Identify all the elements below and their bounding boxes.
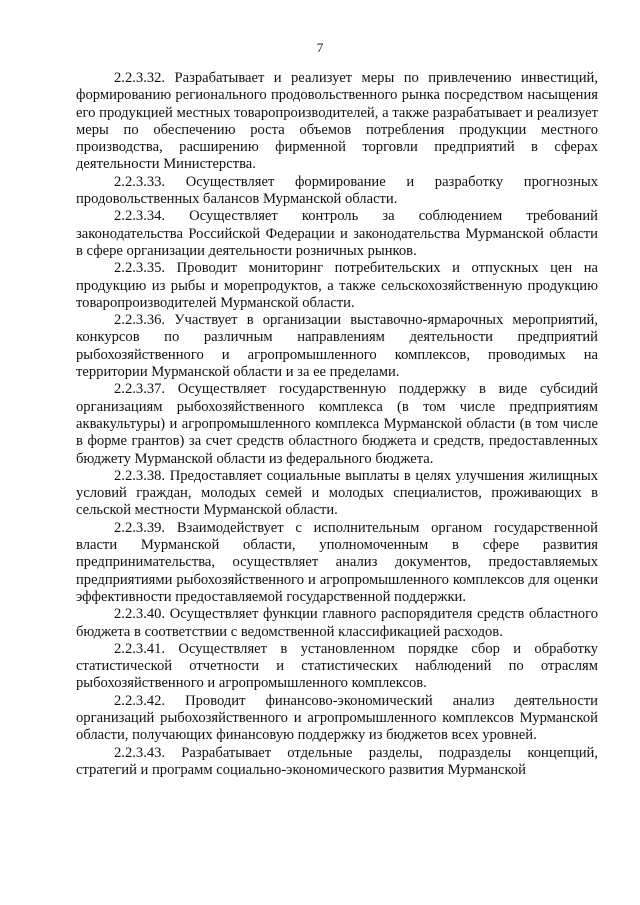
page-number: 7 xyxy=(316,40,324,55)
paragraph-2-2-3-32: 2.2.3.32. Разрабатывает и реализует меры по привлечению инвестиций, формированию регионального продовольственного рынка посредством насыщения его продукцией местных товаропроизводителей, а также разрабатывает и реализует меры по обеспечению роста объемов потребления продукции местного производства, расширению фирменной торговли предприятий в сферах деятельности Министерства. xyxy=(76,70,598,173)
paragraph-2-2-3-34: 2.2.3.34. Осуществляет контроль за соблюдением требований законодательства Российской Федерации и законодательства Мурманской области в сфере организации деятельности розничных рынков. xyxy=(76,208,598,259)
paragraph-2-2-3-37: 2.2.3.37. Осуществляет государственную поддержку в виде субсидий организациям рыбохозяйственного комплекса (в том числе предприятиям аквакультуры) и агропромышленного комплекса Мурманской области (в том числе в форме грантов) за счет средств областного бюджета и средств, предоставленных бюджету Мурманской области из федерального бюджета. xyxy=(76,381,598,467)
document-body xyxy=(76,70,598,779)
paragraph-2-2-3-40: 2.2.3.40. Осуществляет функции главного распорядителя средств областного бюджета в соответствии с ведомственной классификацией расходов. xyxy=(76,606,598,640)
paragraph-2-2-3-36: 2.2.3.36. Участвует в организации выставочно-ярмарочных мероприятий, конкурсов по различным направлениям деятельности предприятий рыбохозяйственного и агропромышленного комплексов, проводимых на территории Мурманской области и за ее пределами. xyxy=(76,312,598,381)
paragraph-2-2-3-41: 2.2.3.41. Осуществляет в установленном порядке сбор и обработку статистической отчетности и статистических наблюдений по отраслям рыбохозяйственного и агропромышленного комплексов. xyxy=(76,640,598,692)
paragraph-2-2-3-33: 2.2.3.33. Осуществляет формирование и разработку прогнозных продовольственных балансов Мурманской области. xyxy=(76,173,598,208)
paragraph-2-2-3-39: 2.2.3.39. Взаимодействует с исполнительным органом государственной власти Мурманской области, уполномоченным в сфере развития предпринимательства, осуществляет анализ документов, предоставляемых предприятиями рыбохозяйственного и агропромышленного комплексов для оценки эффективности предоставляемой государственной поддержки. xyxy=(76,519,598,605)
paragraph-2-2-3-43: 2.2.3.43. Разрабатывает отдельные разделы, подразделы концепций, стратегий и программ социально-экономического развития Мурманской xyxy=(76,744,598,778)
paragraph-2-2-3-42: 2.2.3.42. Проводит финансово-экономический анализ деятельности организаций рыбохозяйственного и агропромышленного комплексов Мурманской области, получающих финансовую поддержку из бюджетов всех уровней. xyxy=(76,692,598,744)
paragraph-2-2-3-35: 2.2.3.35. Проводит мониторинг потребительских и отпускных цен на продукцию из рыбы и морепродуктов, а также сельскохозяйственную продукцию товаропроизводителей Мурманской области. xyxy=(76,260,598,311)
paragraph-2-2-3-38: 2.2.3.38. Предоставляет социальные выплаты в целях улучшения жилищных условий граждан, молодых семей и молодых специалистов, проживающих в сельской местности Мурманской области. xyxy=(76,467,598,519)
